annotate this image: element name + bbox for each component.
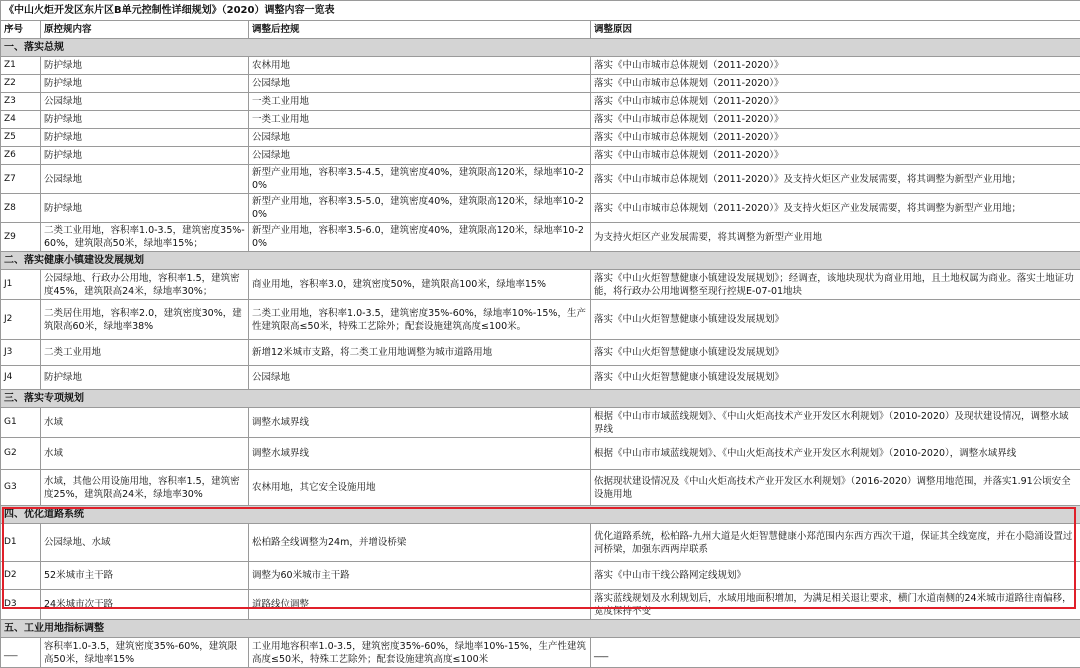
section-row bbox=[1, 390, 1080, 408]
section-title: 四、优化道路系统 bbox=[1, 506, 1080, 524]
row-code: J1 bbox=[1, 270, 41, 300]
row-adjusted: 农林用地，其它安全设施用地 bbox=[249, 470, 591, 506]
row-reason: 落实《中山火炬智慧健康小镇建设发展规划》 bbox=[591, 300, 1080, 340]
row-original: 防护绿地 bbox=[41, 129, 249, 147]
row-original: 二类工业用地 bbox=[41, 340, 249, 366]
row-adjusted: 新型产业用地，容积率3.5-5.0，建筑密度40%，建筑限高120米，绿地率10-20% bbox=[249, 194, 591, 223]
table-row bbox=[1, 194, 1080, 223]
row-original: 防护绿地 bbox=[41, 147, 249, 165]
table-row bbox=[1, 470, 1080, 506]
row-reason: 落实《中山火炬智慧健康小镇建设发展规划》 bbox=[591, 340, 1080, 366]
row-original: 防护绿地 bbox=[41, 194, 249, 223]
row-code: Z7 bbox=[1, 165, 41, 194]
section-title: 二、落实健康小镇建设发展规划 bbox=[1, 252, 1080, 270]
table-row bbox=[1, 638, 1080, 668]
row-code: Z9 bbox=[1, 223, 41, 252]
table-row bbox=[1, 129, 1080, 147]
table-row bbox=[1, 590, 1080, 620]
row-reason: 落实《中山市城市总体规划（2011-2020）》 bbox=[591, 57, 1080, 75]
row-reason: 落实《中山市城市总体规划（2011-2020）》 bbox=[591, 75, 1080, 93]
section-row bbox=[1, 39, 1080, 57]
row-code: Z1 bbox=[1, 57, 41, 75]
row-original: 公园绿地、行政办公用地，容积率1.5，建筑密度45%，建筑限高24米，绿地率30%； bbox=[41, 270, 249, 300]
row-original: 52米城市主干路 bbox=[41, 562, 249, 590]
row-reason: 落实《中山市城市总体规划（2011-2020）》 bbox=[591, 129, 1080, 147]
row-code: D2 bbox=[1, 562, 41, 590]
row-adjusted: 松柏路全线调整为24m，并增设桥梁 bbox=[249, 524, 591, 562]
table-body bbox=[1, 1, 1080, 668]
row-code: G1 bbox=[1, 408, 41, 438]
header-no: 序号 bbox=[1, 21, 41, 39]
row-code: Z8 bbox=[1, 194, 41, 223]
table-row bbox=[1, 524, 1080, 562]
header-adjusted: 调整后控规 bbox=[249, 21, 591, 39]
row-reason: 根据《中山市市域蓝线规划》、《中山火炬高技术产业开发区水利规划》（2010-2020），调整水域界线 bbox=[591, 438, 1080, 470]
table-row bbox=[1, 165, 1080, 194]
header-row bbox=[1, 21, 1080, 39]
row-adjusted: 一类工业用地 bbox=[249, 93, 591, 111]
row-original: 水域，其他公用设施用地，容积率1.5，建筑密度25%，建筑限高24米，绿地率30% bbox=[41, 470, 249, 506]
row-original: 水域 bbox=[41, 408, 249, 438]
row-reason: 落实蓝线规划及水利规划后，水域用地面积增加，为满足相关退让要求，横门水道南侧的24米城市道路往南偏移，宽度保持不变 bbox=[591, 590, 1080, 620]
row-original: 防护绿地 bbox=[41, 75, 249, 93]
row-original: 二类居住用地，容积率2.0，建筑密度30%，建筑限高60米，绿地率38% bbox=[41, 300, 249, 340]
section-row bbox=[1, 620, 1080, 638]
table-row bbox=[1, 408, 1080, 438]
row-original: 公园绿地 bbox=[41, 93, 249, 111]
row-reason: 依据现状建设情况及《中山火炬高技术产业开发区水利规划》（2016-2020）调整用地范围，并落实1.91公顷安全设施用地 bbox=[591, 470, 1080, 506]
row-original: 24米城市次干路 bbox=[41, 590, 249, 620]
row-reason: 落实《中山市城市总体规划（2011-2020）》 bbox=[591, 111, 1080, 129]
table-row bbox=[1, 93, 1080, 111]
table-row bbox=[1, 270, 1080, 300]
table-row bbox=[1, 300, 1080, 340]
row-original: 二类工业用地，容积率1.0-3.5，建筑密度35%-60%，建筑限高50米，绿地率15%； bbox=[41, 223, 249, 252]
row-adjusted: 农林用地 bbox=[249, 57, 591, 75]
title-row bbox=[1, 1, 1080, 21]
row-original: 公园绿地 bbox=[41, 165, 249, 194]
table-row bbox=[1, 340, 1080, 366]
row-adjusted: 新型产业用地，容积率3.5-4.5，建筑密度40%，建筑限高120米，绿地率10-20% bbox=[249, 165, 591, 194]
row-code: J4 bbox=[1, 366, 41, 390]
row-adjusted: 调整水域界线 bbox=[249, 408, 591, 438]
row-code: Z2 bbox=[1, 75, 41, 93]
row-code: G2 bbox=[1, 438, 41, 470]
row-code: J2 bbox=[1, 300, 41, 340]
table-row bbox=[1, 366, 1080, 390]
row-adjusted: 二类工业用地，容积率1.0-3.5，建筑密度35%-60%，绿地率10%-15%，生产性建筑限高≤50米，特殊工艺除外；配套设施建筑高度≤100米。 bbox=[249, 300, 591, 340]
row-code: Z5 bbox=[1, 129, 41, 147]
section-row bbox=[1, 252, 1080, 270]
table-row bbox=[1, 438, 1080, 470]
row-reason: 为支持火炬区产业发展需要，将其调整为新型产业用地 bbox=[591, 223, 1080, 252]
row-adjusted: 调整水域界线 bbox=[249, 438, 591, 470]
row-adjusted: 道路线位调整 bbox=[249, 590, 591, 620]
row-reason: 根据《中山市市域蓝线规划》、《中山火炬高技术产业开发区水利规划》（2010-2020）及现状建设情况，调整水域界线 bbox=[591, 408, 1080, 438]
row-reason: 落实《中山市干线公路网定线规划》 bbox=[591, 562, 1080, 590]
row-adjusted: 工业用地容积率1.0-3.5，建筑密度35%-60%，绿地率10%-15%，生产性建筑高度≤50米，特殊工艺除外；配套设施建筑高度≤100米 bbox=[249, 638, 591, 668]
row-code: D1 bbox=[1, 524, 41, 562]
table-title: 《中山火炬开发区东片区B单元控制性详细规划》（2020）调整内容一览表 bbox=[1, 1, 1080, 21]
row-reason: 落实《中山市城市总体规划（2011-2020）》 bbox=[591, 147, 1080, 165]
row-adjusted: 新增12米城市支路，将二类工业用地调整为城市道路用地 bbox=[249, 340, 591, 366]
section-title: 三、落实专项规划 bbox=[1, 390, 1080, 408]
row-code: ___ bbox=[1, 638, 41, 668]
table-row bbox=[1, 111, 1080, 129]
row-adjusted: 调整为60米城市主干路 bbox=[249, 562, 591, 590]
row-code: Z6 bbox=[1, 147, 41, 165]
row-code: D3 bbox=[1, 590, 41, 620]
row-code: Z3 bbox=[1, 93, 41, 111]
row-adjusted: 一类工业用地 bbox=[249, 111, 591, 129]
row-adjusted: 公园绿地 bbox=[249, 75, 591, 93]
row-original: 防护绿地 bbox=[41, 57, 249, 75]
row-adjusted: 公园绿地 bbox=[249, 147, 591, 165]
row-reason: 落实《中山市城市总体规划（2011-2020）》及支持火炬区产业发展需要，将其调整为新型产业用地； bbox=[591, 194, 1080, 223]
row-adjusted: 商业用地，容积率3.0，建筑密度50%，建筑限高100米，绿地率15% bbox=[249, 270, 591, 300]
row-reason: 落实《中山火炬智慧健康小镇建设发展规划》 bbox=[591, 366, 1080, 390]
table-row bbox=[1, 562, 1080, 590]
row-reason: 落实《中山市城市总体规划（2011-2020）》及支持火炬区产业发展需要，将其调整为新型产业用地； bbox=[591, 165, 1080, 194]
section-title: 一、落实总规 bbox=[1, 39, 1080, 57]
row-original: 防护绿地 bbox=[41, 366, 249, 390]
row-adjusted: 公园绿地 bbox=[249, 129, 591, 147]
table-row bbox=[1, 147, 1080, 165]
table-row bbox=[1, 75, 1080, 93]
row-adjusted: 新型产业用地，容积率3.5-6.0，建筑密度40%，建筑限高120米，绿地率10-20% bbox=[249, 223, 591, 252]
row-code: Z4 bbox=[1, 111, 41, 129]
header-reason: 调整原因 bbox=[591, 21, 1080, 39]
row-adjusted: 公园绿地 bbox=[249, 366, 591, 390]
row-original: 防护绿地 bbox=[41, 111, 249, 129]
row-reason: ___ bbox=[591, 638, 1080, 668]
header-original: 原控规内容 bbox=[41, 21, 249, 39]
table-row bbox=[1, 57, 1080, 75]
row-original: 水域 bbox=[41, 438, 249, 470]
row-reason: 落实《中山火炬智慧健康小镇建设发展规划》；经调查，该地块现状为商业用地，且土地权属为商业。落实土地证功能，将行政办公用地调整至现行控规E-07-01地块 bbox=[591, 270, 1080, 300]
row-reason: 落实《中山市城市总体规划（2011-2020）》 bbox=[591, 93, 1080, 111]
row-reason: 优化道路系统，松柏路-九州大道是火炬智慧健康小郑范围内东西方西次干道，保证其全线宽度，并在小隐涌设置过河桥梁，加强东西两岸联系 bbox=[591, 524, 1080, 562]
section-title: 五、工业用地指标调整 bbox=[1, 620, 1080, 638]
row-original: 公园绿地、水域 bbox=[41, 524, 249, 562]
row-code: G3 bbox=[1, 470, 41, 506]
row-original: 容积率1.0-3.5，建筑密度35%-60%，建筑限高50米，绿地率15% bbox=[41, 638, 249, 668]
section-row bbox=[1, 506, 1080, 524]
row-code: J3 bbox=[1, 340, 41, 366]
table-row bbox=[1, 223, 1080, 252]
